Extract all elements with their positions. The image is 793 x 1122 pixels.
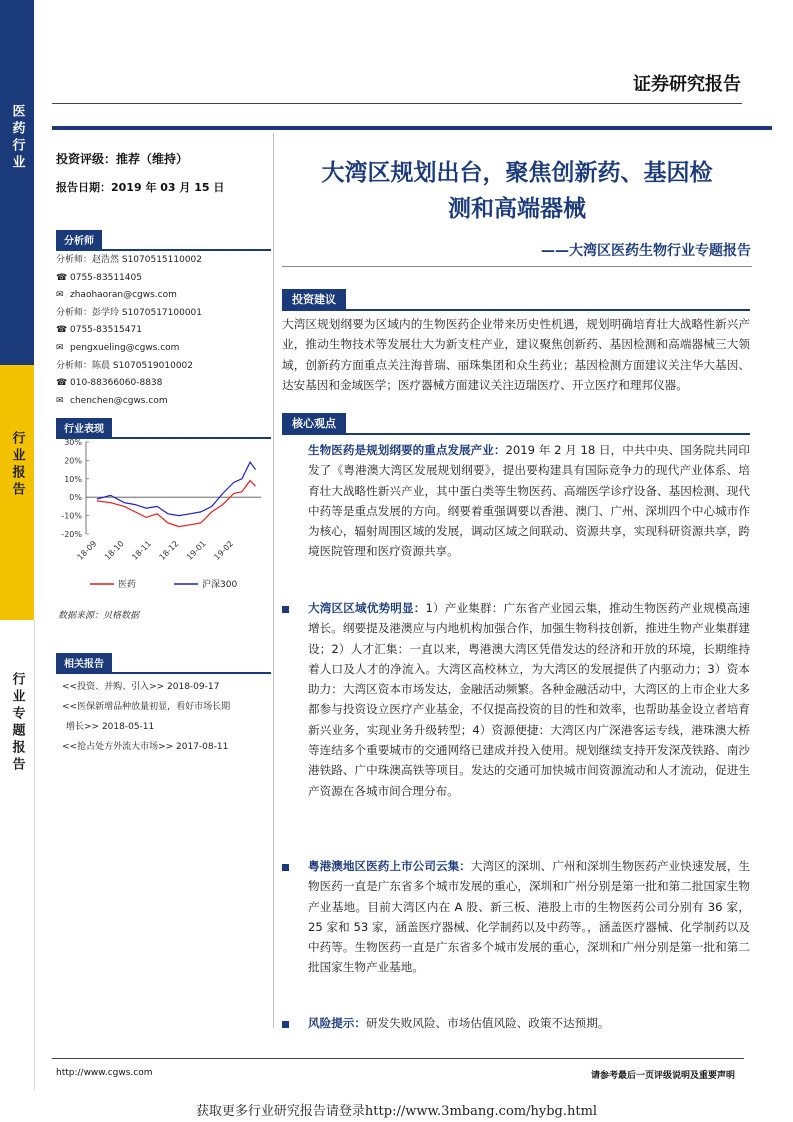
paragraph-text: 研发失败风险、市场估值风险、政策不达预期。: [365, 1016, 610, 1030]
sidebar-segment-report: [0, 365, 34, 620]
report-title: [282, 155, 752, 227]
analyst-line-text: 0755-83515471: [70, 325, 142, 336]
related-report-item[interactable]: <<医保新增品种放量初显，看好市场长期: [62, 702, 231, 712]
related-report-item[interactable]: 增长>> 2018-05-11: [66, 722, 155, 732]
core-paragraph-1: [282, 440, 750, 562]
series-line: [97, 462, 256, 515]
related-section-title: 相关报告: [56, 653, 112, 672]
paragraph-lead: 风险提示：: [308, 1016, 366, 1030]
analyst-line-text: chenchen@cgws.com: [70, 395, 168, 406]
analyst-line[interactable]: [56, 340, 271, 358]
x-tick-label: 19-01: [184, 539, 208, 562]
x-tick-label: 19-02: [212, 539, 236, 562]
x-tick-label: 18-12: [157, 539, 181, 562]
report-subtitle: ——大湾区医药生物行业专题报告: [541, 243, 751, 259]
email-icon: ✉: [56, 342, 64, 353]
analyst-section: [56, 229, 271, 410]
paragraph-lead: 生物医药是规划纲要的重点发展产业：: [308, 443, 506, 457]
legend-label: 医药: [118, 580, 137, 590]
legend-label: 沪深300: [202, 580, 238, 590]
core-paragraph-3: [282, 856, 750, 978]
y-tick-label: 0%: [69, 493, 82, 503]
rating: 投资评级：推荐（维持）: [56, 152, 189, 166]
chart-source: 数据来源：贝格数据: [58, 611, 140, 621]
section-rule: [282, 309, 750, 311]
analyst-line[interactable]: [56, 287, 271, 305]
download-banner[interactable]: 获取更多行业研究报告请登录http://www.3mbang.com/hybg.html: [195, 1104, 598, 1119]
sidebar-segment-industry: [0, 0, 34, 365]
header-rule-thin: [52, 103, 742, 104]
sidebar-label: 医药行业: [9, 104, 25, 172]
phone-icon: ☎: [56, 272, 68, 283]
left-column: [56, 150, 271, 207]
phone-icon: ☎: [56, 325, 68, 336]
y-tick-label: -20%: [61, 530, 82, 539]
core-section: [282, 412, 750, 435]
footer-rule: [52, 1058, 744, 1059]
x-tick-label: 18-10: [102, 539, 126, 562]
series-line: [97, 481, 256, 527]
title-line-1: 大湾区规划出台，聚焦创新药、基因检: [321, 160, 713, 186]
x-tick-label: 18-11: [130, 539, 154, 562]
analyst-line: [56, 358, 271, 376]
analyst-line: [56, 252, 271, 270]
sidebar: [0, 0, 34, 1090]
core-paragraph-2: [282, 598, 750, 801]
analyst-line: [56, 322, 271, 340]
analyst-line-text: 分析师：陈晨 S1070519010002: [56, 360, 194, 371]
investment-label: 投资建议: [282, 289, 346, 309]
analyst-section-title: 分析师: [56, 230, 102, 249]
investment-section: [282, 288, 750, 395]
report-type: 证券研究报告: [633, 74, 741, 95]
analyst-line-text: zhaohaoran@cgws.com: [70, 290, 177, 301]
footer-url[interactable]: http://www.cgws.com: [56, 1068, 153, 1078]
section-rule: [56, 672, 271, 674]
industry-performance-chart: [56, 436, 271, 596]
analyst-line-text: 分析师：赵浩然 S1070515110002: [56, 255, 203, 265]
section-rule: [282, 433, 750, 435]
email-icon: ✉: [56, 395, 64, 406]
paragraph-text: 1）产业集群：广东省产业园云集，推动生物医药产业规模高速增长。纲要提及港澳应与内地机构加强合作，加强生物科技创新，推进生物产业集群建设；2）人才汇集：一直以来，粤港澳大湾区凭借发达的经济和开放的环境，长期维持着人口及人才的净流入。大湾区高校林立，为大湾区的发展提供了内驱动力；3）资本助力：大湾区资本市场发达，金融活动频繁。各种金融活动中，大湾区的上市企业大多都参与投资设立医疗产业基金，不仅提高投资的目的性和效率，也帮助基金设立者培育新兴业务，实现业务升级转型；4）资源便捷：大湾区内广深港客运专线，港珠澳大桥等连结多个重要城市的交通网络已建成并投入使用。规划继续支持开发深茂铁路、南沙港铁路、广中珠澳高铁等项目。发达的交通可加快城市间资源流动和人才流动，促进生产资源在各城市间合理分布。: [308, 601, 750, 798]
sidebar-label: 行业专题报告: [9, 672, 25, 774]
header-rule-thick: [52, 126, 772, 130]
analyst-line: [56, 305, 271, 323]
related-section: [56, 652, 271, 757]
paragraph-text: 大湾区的深圳、广州和深圳生物医药产业快速发展，生物医药一直是广东省多个城市发展的重心，深圳和广州分别是第一批和第二批国家生物产业基地。目前大湾区内在 A 股、新三板、港股上市的生物医药公司分别有 36 家，25 家和 53 家，涵盖医疗器械、化学制药以及中药等。，涵盖医疗器械、化学制药以及中药等。生物医药一直是广东省多个城市发展的重心，深圳和广州分别是第一批和第二批国家生物产业基地。: [308, 859, 750, 975]
analyst-line[interactable]: [56, 393, 271, 411]
paragraph-lead: 粤港澳地区医药上市公司云集：: [308, 859, 471, 873]
report-date: 报告日期：2019 年 03 月 15 日: [56, 181, 225, 194]
email-icon: ✉: [56, 290, 64, 301]
analyst-line-text: pengxueling@cgws.com: [70, 342, 180, 353]
x-tick-label: 18-09: [75, 539, 99, 562]
analyst-list: [56, 252, 271, 410]
related-report-item[interactable]: <<抢占处方外流大市场>> 2017-08-11: [62, 742, 229, 752]
related-report-item[interactable]: <<投资、并购、引入>> 2018-09-17: [62, 682, 220, 692]
paragraph-lead: 大湾区区域优势明显：: [308, 601, 426, 615]
section-rule: [56, 249, 271, 251]
paragraph-text: 2019 年 2 月 18 日，中共中央、国务院共同印发了《粤港澳大湾区发展规划纲要》，提出要构建具有国际竞争力的现代产业体系、培育壮大战略性新兴产业，其中蛋白类等生物医药、高端医学诊疗设备、基因检测、现代中药等是重点发展的方向。纲要着重强调要以香港、澳门、广州、深圳四个中心城市作为核心，辐射周围区域的发展，调动区域之间联动、资源共享，实现科研资源共享，跨境医院管理和医疗资源共享。: [308, 443, 750, 559]
y-tick-label: 10%: [64, 474, 82, 484]
title-line-2: 测和高端器械: [448, 196, 586, 222]
analyst-line-text: 010-88366060-8838: [70, 378, 163, 389]
sidebar-segment-topic: [0, 620, 35, 1090]
analyst-line-text: 分析师：彭学玲 S1070517100001: [56, 307, 203, 318]
perf-section-title: 行业表现: [56, 418, 112, 437]
y-tick-label: -10%: [61, 511, 82, 521]
core-paragraph-4: [282, 1013, 750, 1033]
phone-icon: ☎: [56, 378, 68, 389]
investment-text: 大湾区规划纲要为区域内的生物医药企业带来历史性机遇，规划明确培育壮大战略性新兴产业，推动生物技术等发展壮大为新支柱产业，建议聚焦创新药、基因检测和高端器械三大领域，创新药方面重点关注海普瑞、丽珠集团和众生药业；基因检测方面建议关注华大基因、达安基因和金域医学；医疗器械方面建议关注迈瑞医疗、开立医疗和理邦仪器。: [282, 317, 750, 392]
y-tick-label: 30%: [64, 438, 82, 447]
footer-note: 请参考最后一页评级说明及重要声明: [590, 1071, 735, 1081]
analyst-line-text: 0755-83511405: [70, 272, 142, 283]
y-tick-label: 20%: [64, 456, 82, 466]
sidebar-label: 行业报告: [9, 431, 25, 499]
column-divider: [273, 133, 274, 1028]
title-rule: [282, 266, 752, 267]
core-label: 核心观点: [282, 413, 346, 433]
analyst-line: [56, 270, 271, 288]
analyst-line: [56, 375, 271, 393]
